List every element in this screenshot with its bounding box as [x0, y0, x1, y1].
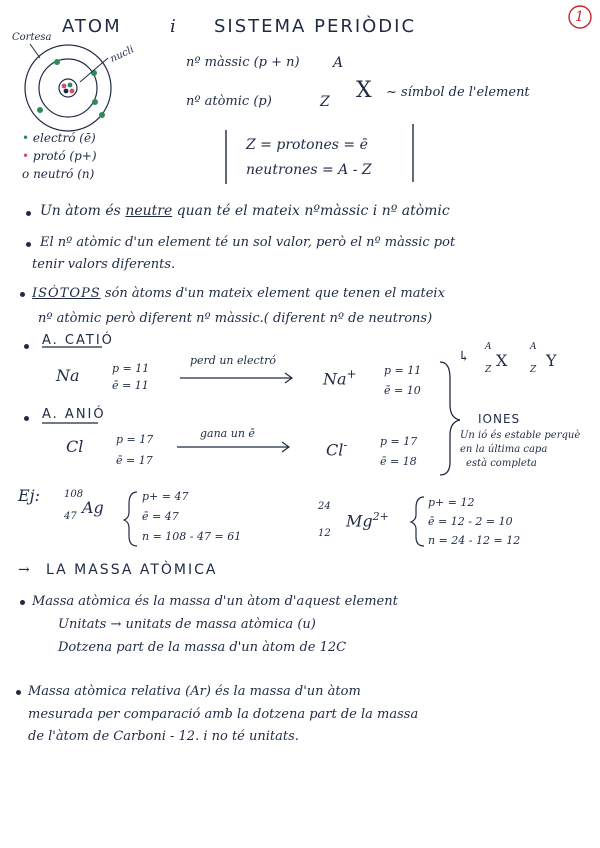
isotope-arrow: ↳ [458, 349, 470, 365]
mass-b2-line3: de l'àtom de Carboni - 12. i no té unitats. [28, 729, 299, 744]
legend-neutron: o neutró (n) [22, 167, 95, 181]
anio-ion: Cl- [326, 438, 348, 460]
bullet-dot [26, 242, 31, 247]
mass-number-label: nº màssic (p + n) [186, 55, 300, 70]
bullet-atomic-number-line2: tenir valors diferents. [32, 257, 176, 272]
box-z-protons: Z = protones = ē [246, 137, 368, 153]
catio-p-before: p = 11 [112, 362, 150, 375]
ions-brace [440, 362, 460, 475]
atomic-number-var: Z [320, 94, 330, 110]
anio-p-after: p = 17 [380, 435, 418, 448]
catio-e-after: ē = 10 [384, 384, 421, 397]
example-label: Ej: [18, 486, 41, 505]
bullet-isotopes-line2: nº atòmic però diferent nº màssic.( diferent nº de neutrons) [38, 311, 433, 326]
element-symbol-desc: ~ símbol de l'element [386, 85, 530, 100]
atomic-number-label: nº atòmic (p) [186, 94, 272, 109]
mg-neutrons: n = 24 - 12 = 12 [428, 534, 521, 547]
isotope-z1: Z [485, 365, 492, 375]
ions-note-line3: està completa [466, 458, 537, 469]
ag-electrons: ē = 47 [142, 510, 179, 523]
isotope-a1: A [485, 342, 492, 352]
ag-brace [124, 492, 137, 546]
anio-heading: A. ANIÓ [42, 407, 106, 422]
bullet-dot [26, 211, 31, 216]
anio-e-after: ē = 18 [380, 455, 417, 468]
catio-element: Na [56, 366, 80, 385]
mass-heading: LA MASSA ATÒMICA [46, 562, 218, 578]
bullet-dot [24, 416, 29, 421]
ions-title: IONES [478, 412, 521, 426]
catio-arrow-label: perd un electró [190, 354, 277, 367]
catio-e-before: ē = 11 [112, 379, 149, 392]
mg-brace [411, 497, 424, 546]
mass-b1-line1: Massa atòmica és la massa d'un àtom d'aquest element [32, 594, 398, 609]
title-i: i [170, 16, 176, 37]
catio-ion: Na+ [323, 367, 357, 389]
bullet-neutral-atom: Un àtom és neutre quan té el mateix nºmàssic i nº atòmic [40, 203, 450, 219]
bullet-dot [24, 344, 29, 349]
nucleus-label: nucli [108, 44, 136, 65]
anio-arrow-label: gana un ē [200, 427, 255, 440]
box-neutrons: neutrones = A - Z [246, 162, 372, 178]
mass-heading-arrow: → [18, 562, 30, 578]
mg-electrons: ē = 12 - 2 = 10 [428, 515, 513, 528]
bullet-dot [16, 690, 21, 695]
bullet-isotopes-line1: ISÒTOPS són àtoms d'un mateix element que tenen el mateix [32, 286, 445, 301]
isotope-z2: Z [530, 365, 537, 375]
legend-electron: • electró (ē) [22, 131, 96, 145]
ions-note-line2: en la última capa [460, 444, 548, 455]
bullet-dot [20, 292, 25, 297]
isotope-x: X [496, 351, 508, 370]
nucleus-pointer [80, 58, 108, 82]
catio-heading: A. CATIÓ [42, 333, 114, 348]
anio-p-before: p = 17 [116, 433, 154, 446]
reaction-arrows [177, 373, 292, 452]
page-number: 1 [575, 9, 584, 25]
mass-b1-line2: Unitats → unitats de massa atòmica (u) [58, 617, 316, 632]
catio-p-after: p = 11 [384, 364, 422, 377]
mg-mass: 24 [318, 501, 331, 512]
mass-b1-line3: Dotzena part de la massa d'un àtom de 12C [58, 640, 347, 655]
mass-b2-line2: mesurada per comparació amb la dotzena part de la massa [28, 707, 419, 722]
legend-proton: • protó (p+) [22, 149, 97, 163]
cortex-pointer [30, 44, 40, 58]
ag-z: 47 [64, 511, 77, 522]
anio-e-before: ē = 17 [116, 454, 153, 467]
mg-z: 12 [318, 528, 331, 539]
ag-mass: 108 [64, 489, 84, 500]
cortex-label: Cortesa [12, 32, 52, 43]
ag-neutrons: n = 108 - 47 = 61 [142, 530, 242, 543]
atom-diagram [25, 45, 111, 131]
bullet-atomic-number-line1: El nº atòmic d'un element té un sol valor, però el nº màssic pot [40, 235, 456, 250]
mg-protons: p+ = 12 [428, 496, 475, 509]
ag-protons: p+ = 47 [142, 490, 189, 503]
nucleus-particles [62, 83, 75, 94]
mass-b2-line1: Massa atòmica relativa (Ar) és la massa d'un àtom [28, 684, 361, 699]
bullet-dot [20, 600, 25, 605]
ag-symbol: Ag [82, 498, 104, 517]
isotope-a2: A [530, 342, 537, 352]
title-sistema: SISTEMA PERIÒDIC [214, 16, 417, 37]
isotope-y: Y [546, 351, 557, 370]
anio-element: Cl [66, 437, 84, 456]
mass-number-var: A [333, 55, 344, 71]
ions-note-line1: Un ió és estable perquè [460, 430, 581, 441]
element-symbol: X [356, 78, 372, 103]
title-atom: ATOM [62, 16, 122, 37]
mg-symbol: $Mg^{2+}$ [346, 510, 389, 531]
